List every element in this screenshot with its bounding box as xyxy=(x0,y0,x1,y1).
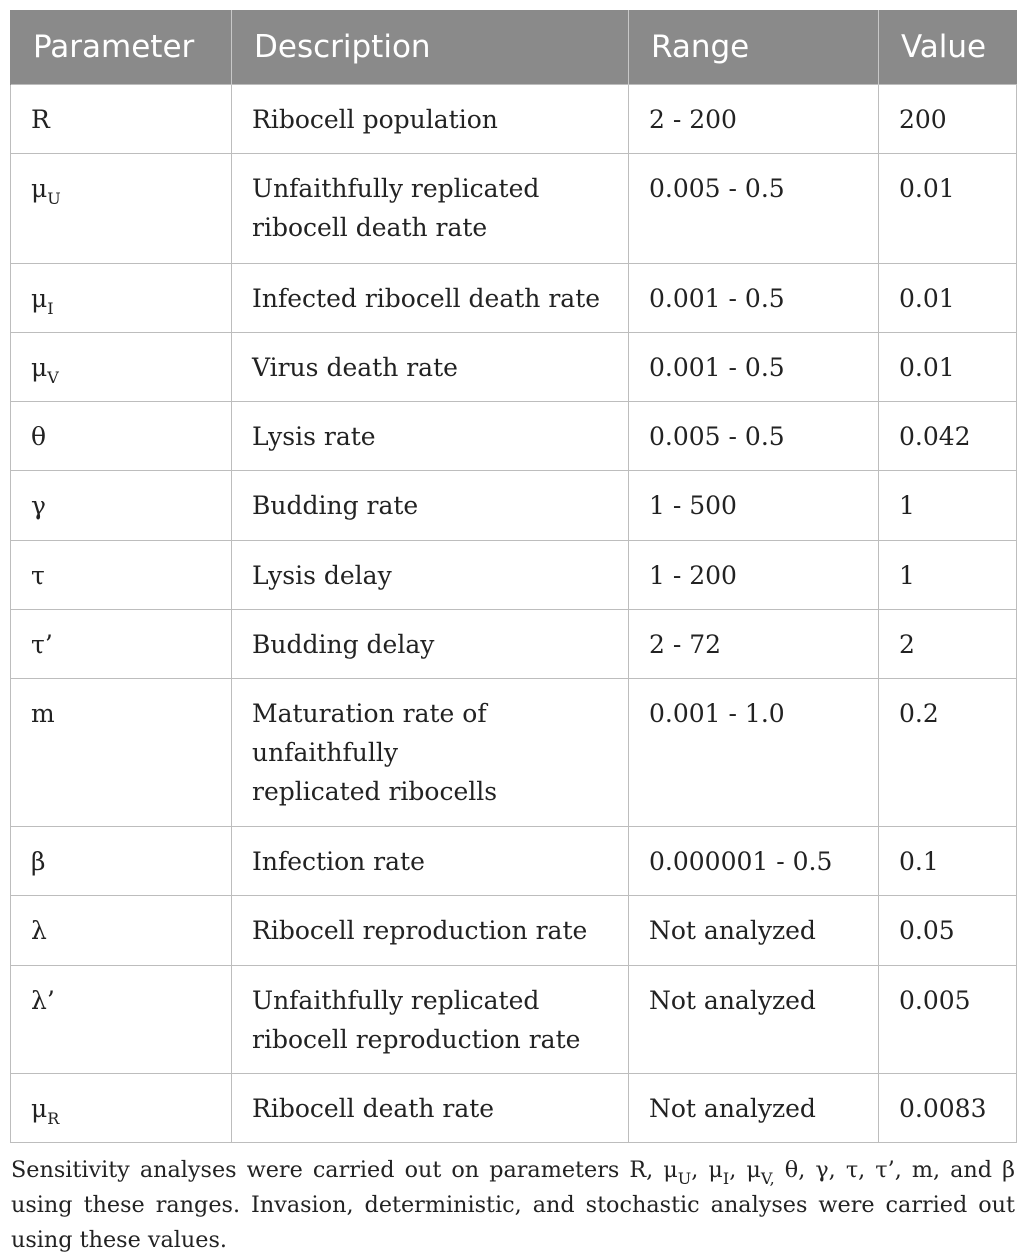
description-line: Ribocell population xyxy=(252,104,498,134)
parameter-table-container xyxy=(10,10,1016,1143)
cell-description xyxy=(232,263,629,332)
cell-value: 200 xyxy=(879,84,1017,153)
table-row xyxy=(11,153,1017,263)
description-line: Infected ribocell death rate xyxy=(252,283,601,313)
description-line: replicated ribocells xyxy=(252,776,498,806)
parameter-symbol: λ’ xyxy=(31,985,55,1015)
cell-range: 1 - 200 xyxy=(629,540,879,609)
footnote-text: Sensitivity analyses were carried out on parameters R, μ xyxy=(11,1157,678,1183)
cell-range: Not analyzed xyxy=(629,1073,879,1142)
cell-range: 0.005 - 0.5 xyxy=(629,153,879,263)
table-row xyxy=(11,332,1017,401)
cell-description xyxy=(232,401,629,470)
table-row xyxy=(11,263,1017,332)
parameter-table xyxy=(10,10,1017,1143)
cell-value: 0.005 xyxy=(879,965,1017,1073)
cell-parameter xyxy=(11,263,232,332)
header-range: Range xyxy=(629,10,879,84)
table-row xyxy=(11,895,1017,965)
parameter-symbol: τ xyxy=(31,560,45,590)
cell-range: 0.000001 - 0.5 xyxy=(629,826,879,895)
table-row xyxy=(11,470,1017,540)
cell-parameter xyxy=(11,153,232,263)
cell-value: 0.2 xyxy=(879,678,1017,826)
description-line: Unfaithfully replicated xyxy=(252,985,540,1015)
cell-range: 0.001 - 0.5 xyxy=(629,263,879,332)
description-line: Budding rate xyxy=(252,490,419,520)
parameter-symbol: γ xyxy=(31,490,46,520)
cell-range: 0.001 - 1.0 xyxy=(629,678,879,826)
table-footnote xyxy=(11,1153,1015,1258)
cell-parameter xyxy=(11,965,232,1073)
table-row xyxy=(11,401,1017,470)
cell-range: 2 - 72 xyxy=(629,609,879,678)
header-parameter: Parameter xyxy=(11,10,232,84)
description-line: Lysis rate xyxy=(252,421,376,451)
table-row xyxy=(11,540,1017,609)
footnote-sub: I xyxy=(722,1169,730,1188)
parameter-subscript: I xyxy=(47,298,54,318)
cell-parameter xyxy=(11,609,232,678)
cell-description xyxy=(232,332,629,401)
footnote-text: θ, γ, τ, τ’, m, and β using these ranges. Invasion, deterministic, and stochastic analyses were carried out using these values. xyxy=(11,1157,1016,1253)
cell-parameter xyxy=(11,470,232,540)
description-line: Budding delay xyxy=(252,629,435,659)
cell-parameter xyxy=(11,540,232,609)
cell-parameter xyxy=(11,332,232,401)
cell-range: 1 - 500 xyxy=(629,470,879,540)
cell-value: 2 xyxy=(879,609,1017,678)
cell-value: 1 xyxy=(879,470,1017,540)
footnote-sub: U xyxy=(677,1169,692,1188)
parameter-symbol: μ xyxy=(31,173,48,203)
cell-value: 0.01 xyxy=(879,263,1017,332)
table-body xyxy=(11,84,1017,1142)
cell-parameter xyxy=(11,84,232,153)
cell-description xyxy=(232,540,629,609)
parameter-symbol: μ xyxy=(31,352,48,382)
description-line: ribocell death rate xyxy=(252,212,488,242)
footnote-text: , μ xyxy=(691,1157,723,1183)
cell-description xyxy=(232,609,629,678)
cell-range: 0.001 - 0.5 xyxy=(629,332,879,401)
cell-parameter xyxy=(11,401,232,470)
description-line: Unfaithfully replicated xyxy=(252,173,540,203)
parameter-symbol: R xyxy=(31,104,50,134)
cell-value: 0.1 xyxy=(879,826,1017,895)
cell-range: 0.005 - 0.5 xyxy=(629,401,879,470)
cell-parameter xyxy=(11,678,232,826)
table-header-row xyxy=(11,10,1017,84)
description-line: Maturation rate of xyxy=(252,698,487,728)
cell-description xyxy=(232,895,629,965)
table-row xyxy=(11,609,1017,678)
cell-range: Not analyzed xyxy=(629,965,879,1073)
cell-value: 0.042 xyxy=(879,401,1017,470)
cell-description xyxy=(232,826,629,895)
cell-description xyxy=(232,1073,629,1142)
parameter-symbol: λ xyxy=(31,915,47,945)
table-row xyxy=(11,826,1017,895)
parameter-subscript: R xyxy=(47,1108,60,1128)
table-row xyxy=(11,965,1017,1073)
cell-description xyxy=(232,965,629,1073)
parameter-subscript: U xyxy=(47,188,61,208)
description-line: Ribocell reproduction rate xyxy=(252,915,588,945)
cell-range: Not analyzed xyxy=(629,895,879,965)
description-line: Ribocell death rate xyxy=(252,1093,495,1123)
description-line: Infection rate xyxy=(252,846,425,876)
parameter-symbol: θ xyxy=(31,421,47,451)
table-row xyxy=(11,678,1017,826)
parameter-symbol: μ xyxy=(31,1093,48,1123)
cell-description xyxy=(232,153,629,263)
parameter-symbol: τ’ xyxy=(31,629,53,659)
description-line: ribocell reproduction rate xyxy=(252,1024,581,1054)
description-line: Lysis delay xyxy=(252,560,392,590)
parameter-symbol: μ xyxy=(31,283,48,313)
cell-description xyxy=(232,84,629,153)
parameter-symbol: m xyxy=(31,698,55,728)
cell-parameter xyxy=(11,895,232,965)
cell-value: 0.01 xyxy=(879,332,1017,401)
description-line: unfaithfully xyxy=(252,737,398,767)
parameter-subscript: V xyxy=(47,367,59,387)
cell-value: 0.05 xyxy=(879,895,1017,965)
header-value: Value xyxy=(879,10,1017,84)
footnote-text: , μ xyxy=(729,1157,761,1183)
table-row xyxy=(11,84,1017,153)
cell-range: 2 - 200 xyxy=(629,84,879,153)
parameter-symbol: β xyxy=(31,846,46,876)
description-line: Virus death rate xyxy=(252,352,458,382)
cell-parameter xyxy=(11,826,232,895)
cell-value: 1 xyxy=(879,540,1017,609)
cell-parameter xyxy=(11,1073,232,1142)
cell-value: 0.01 xyxy=(879,153,1017,263)
footnote-sub: V, xyxy=(760,1169,775,1188)
header-description: Description xyxy=(232,10,629,84)
table-row xyxy=(11,1073,1017,1142)
cell-description xyxy=(232,470,629,540)
cell-value: 0.0083 xyxy=(879,1073,1017,1142)
cell-description xyxy=(232,678,629,826)
